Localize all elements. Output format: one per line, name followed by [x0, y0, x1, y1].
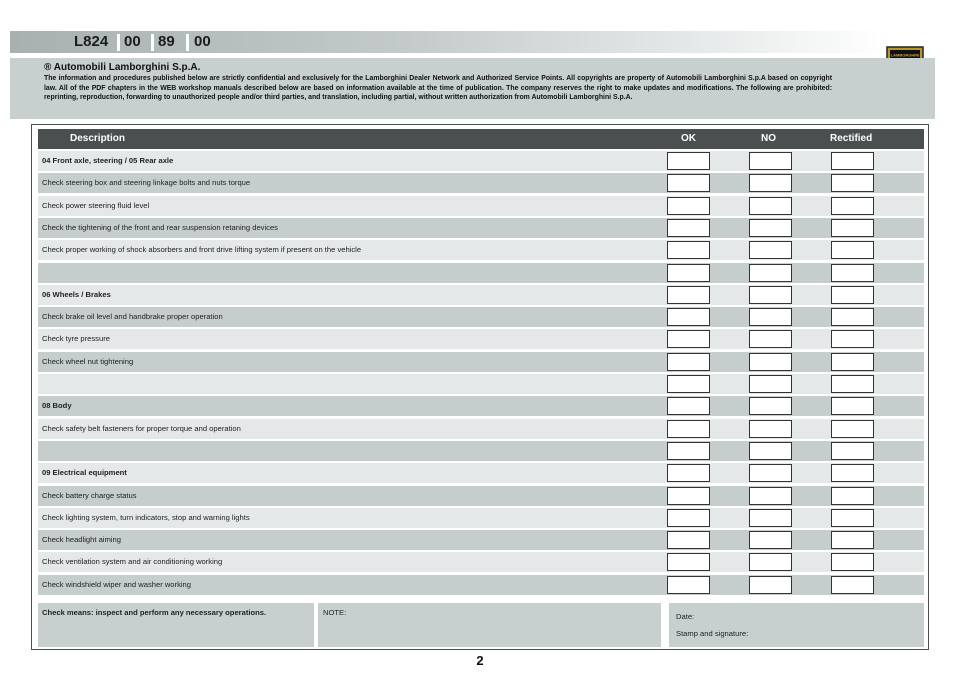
table-row	[38, 441, 924, 461]
ok-checkbox[interactable]	[667, 442, 710, 460]
page-number: 2	[476, 653, 484, 668]
rectified-checkbox[interactable]	[831, 531, 874, 549]
table-row	[38, 552, 924, 572]
section-title: 06 Wheels / Brakes	[42, 289, 111, 299]
column-no: NO	[761, 133, 776, 144]
table-row	[38, 508, 924, 528]
ok-checkbox[interactable]	[667, 219, 710, 237]
code-part-4: 00	[194, 33, 211, 50]
rectified-checkbox[interactable]	[831, 174, 874, 192]
table-row	[38, 218, 924, 238]
section-header-row	[38, 151, 924, 171]
ok-checkbox[interactable]	[667, 286, 710, 304]
section-title: 08 Body	[42, 401, 72, 411]
rectified-checkbox[interactable]	[831, 553, 874, 571]
no-checkbox[interactable]	[749, 553, 792, 571]
no-checkbox[interactable]	[749, 375, 792, 393]
rectified-checkbox[interactable]	[831, 420, 874, 438]
code-part-1: L824	[74, 33, 109, 50]
rectified-checkbox[interactable]	[831, 197, 874, 215]
stamp-signature-label: Stamp and signature:	[676, 629, 749, 638]
note-panel[interactable]	[318, 603, 661, 647]
no-checkbox[interactable]	[749, 197, 792, 215]
rectified-checkbox[interactable]	[831, 509, 874, 527]
no-checkbox[interactable]	[749, 353, 792, 371]
table-row	[38, 196, 924, 216]
document-code-bar	[10, 31, 890, 53]
ok-checkbox[interactable]	[667, 308, 710, 326]
rectified-checkbox[interactable]	[831, 152, 874, 170]
ok-checkbox[interactable]	[667, 174, 710, 192]
code-separator	[151, 34, 154, 51]
date-stamp-panel[interactable]	[669, 603, 924, 647]
table-row	[38, 374, 924, 394]
rectified-checkbox[interactable]	[831, 219, 874, 237]
code-separator	[117, 34, 120, 51]
table-row	[38, 173, 924, 193]
checklist-frame	[31, 124, 929, 650]
no-checkbox[interactable]	[749, 420, 792, 438]
rectified-checkbox[interactable]	[831, 397, 874, 415]
table-row	[38, 240, 924, 260]
section-title: 04 Front axle, steering / 05 Rear axle	[42, 156, 174, 165]
check-item-label: Check safety belt fasteners for proper torque and operation	[42, 423, 241, 433]
ok-checkbox[interactable]	[667, 152, 710, 170]
rectified-checkbox[interactable]	[831, 487, 874, 505]
check-means-text: Check means: inspect and perform any necessary operations.	[42, 608, 267, 617]
no-checkbox[interactable]	[749, 174, 792, 192]
table-row	[38, 263, 924, 283]
check-item-label: Check headlight aiming	[42, 535, 121, 545]
ok-checkbox[interactable]	[667, 397, 710, 415]
ok-checkbox[interactable]	[667, 420, 710, 438]
ok-checkbox[interactable]	[667, 576, 710, 594]
rectified-checkbox[interactable]	[831, 375, 874, 393]
code-part-2: 00	[124, 33, 141, 50]
no-checkbox[interactable]	[749, 308, 792, 326]
rectified-checkbox[interactable]	[831, 464, 874, 482]
no-checkbox[interactable]	[749, 442, 792, 460]
rectified-checkbox[interactable]	[831, 353, 874, 371]
check-item-label: Check steering box and steering linkage bolts and nuts torque	[42, 178, 251, 188]
note-label: NOTE:	[323, 608, 347, 617]
check-item-label: Check battery charge status	[42, 490, 137, 500]
ok-checkbox[interactable]	[667, 509, 710, 527]
rectified-checkbox[interactable]	[831, 264, 874, 282]
logo-wordmark: LAMBORGHINI	[890, 52, 920, 58]
section-header-row	[38, 396, 924, 416]
check-item-label: Check brake oil level and handbrake proper operation	[42, 312, 223, 322]
ok-checkbox[interactable]	[667, 464, 710, 482]
rectified-checkbox[interactable]	[831, 330, 874, 348]
check-item-label: Check power steering fluid level	[42, 200, 150, 210]
check-means-panel	[38, 603, 314, 647]
table-row	[38, 575, 924, 595]
check-item-label: Check ventilation system and air conditioning working	[42, 557, 223, 567]
no-checkbox[interactable]	[749, 286, 792, 304]
check-item-label: Check windshield wiper and washer working	[42, 579, 191, 589]
section-header-row	[38, 463, 924, 483]
table-row	[38, 419, 924, 439]
check-item-label: Check the tightening of the front and rear suspension retaning devices	[42, 222, 278, 232]
rectified-checkbox[interactable]	[831, 576, 874, 594]
no-checkbox[interactable]	[749, 152, 792, 170]
table-header	[38, 129, 924, 149]
ok-checkbox[interactable]	[667, 553, 710, 571]
ok-checkbox[interactable]	[667, 241, 710, 259]
check-item-label: Check lighting system, turn indicators, stop and warning lights	[42, 512, 250, 522]
ok-checkbox[interactable]	[667, 264, 710, 282]
no-checkbox[interactable]	[749, 487, 792, 505]
table-row	[38, 486, 924, 506]
check-item-label: Check tyre pressure	[42, 334, 110, 344]
ok-checkbox[interactable]	[667, 531, 710, 549]
no-checkbox[interactable]	[749, 241, 792, 259]
section-title: 09 Electrical equipment	[42, 468, 127, 478]
check-item-label: Check wheel nut tightening	[42, 356, 134, 366]
legal-text: The information and procedures published below are strictly confidential and exclusively for the Lamborghini Dealer Network and Authorized Service Points. All copyrights are property of Automobili Lamborghini S.p.A based on copyright law. All of the PDF chapters in the WEB workshop manuals described below are based on information available at the time of publication. The company reserves the right to make updates and modifications. The following are prohibited: reprinting, reproduction, forwarding to unauthorized people and/or third parties, and translation, including partial, without written authorization from Automobili Lamborghini S.p.A.	[44, 75, 832, 102]
table-row	[38, 352, 924, 372]
ok-checkbox[interactable]	[667, 330, 710, 348]
ok-checkbox[interactable]	[667, 487, 710, 505]
code-separator	[186, 34, 189, 51]
copyright-notice	[10, 58, 935, 119]
no-checkbox[interactable]	[749, 509, 792, 527]
no-checkbox[interactable]	[749, 576, 792, 594]
no-checkbox[interactable]	[749, 397, 792, 415]
table-row	[38, 307, 924, 327]
date-label: Date:	[676, 612, 695, 621]
column-rectified: Rectified	[830, 133, 873, 144]
ok-checkbox[interactable]	[667, 375, 710, 393]
ok-checkbox[interactable]	[667, 353, 710, 371]
no-checkbox[interactable]	[749, 464, 792, 482]
no-checkbox[interactable]	[749, 330, 792, 348]
table-row	[38, 530, 924, 550]
rectified-checkbox[interactable]	[831, 241, 874, 259]
check-item-label: Check proper working of shock absorbers and front drive lifting system if present on the vehicle	[42, 245, 362, 255]
table-row	[38, 329, 924, 349]
section-header-row	[38, 285, 924, 305]
no-checkbox[interactable]	[749, 219, 792, 237]
code-part-3: 89	[158, 33, 175, 50]
no-checkbox[interactable]	[749, 264, 792, 282]
ok-checkbox[interactable]	[667, 197, 710, 215]
column-description: Description	[70, 133, 126, 144]
rectified-checkbox[interactable]	[831, 308, 874, 326]
column-ok: OK	[681, 133, 696, 144]
rectified-checkbox[interactable]	[831, 442, 874, 460]
rectified-checkbox[interactable]	[831, 286, 874, 304]
brand-title: ® Automobili Lamborghini S.p.A.	[44, 62, 201, 73]
no-checkbox[interactable]	[749, 531, 792, 549]
